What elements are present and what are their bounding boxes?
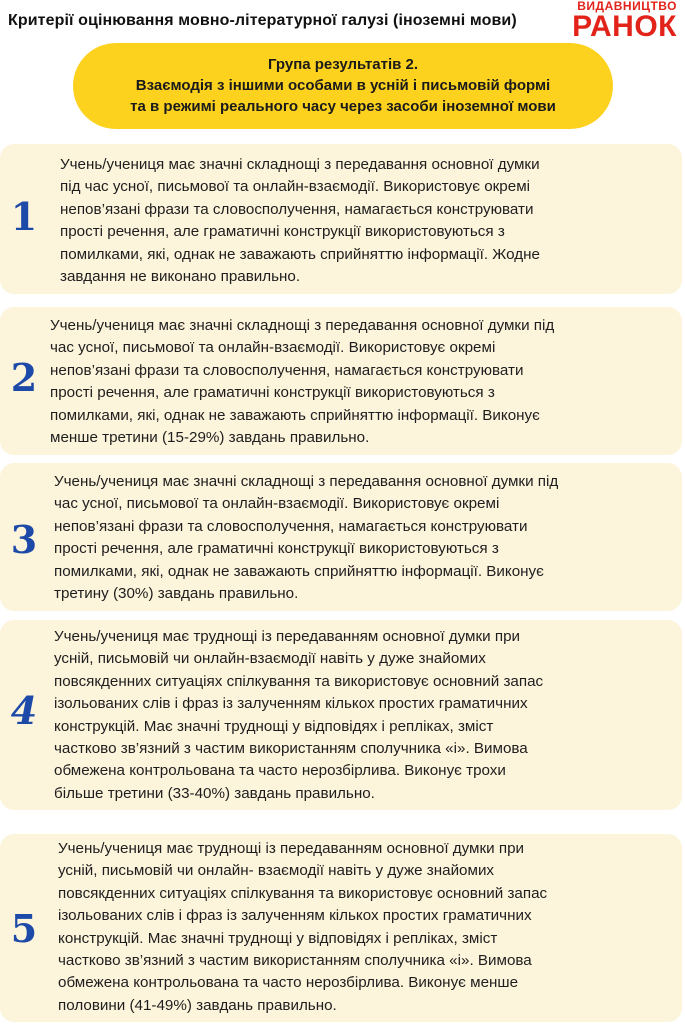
page-title: Критерії оцінювання мовно-літературної галузі (іноземні мови) <box>8 12 517 29</box>
group-heading-line: та в режимі реального часу через засоби іноземної мови <box>130 98 556 115</box>
text-line: непов’язані фрази та словосполучення, намагається конструювати <box>60 200 534 218</box>
group-heading-line: Група результатів 2. <box>267 56 419 73</box>
text-line: непов’язані фрази та словосполучення, намагається конструювати <box>50 361 524 379</box>
text-line: конструкцій. Має значні труднощі у відповідях і репліках, зміст <box>54 717 494 735</box>
text-line: повсякденних ситуаціях спілкування та використовує основний запас <box>58 884 548 902</box>
text-line: прості речення, але граматичні конструкції використовуються з <box>60 223 505 241</box>
criteria-text <box>54 471 558 605</box>
level-number: 2 <box>10 355 38 400</box>
text-line: ізольованих слів і фраз із залученням кількох простих граматичних <box>58 907 532 925</box>
text-line: Учень/учениця має значні складнощі з передавання основної думки <box>60 156 540 173</box>
text-line: завдання не виконано правильно. <box>60 268 301 286</box>
text-line: більше третини (33-40%) завдань правильно. <box>54 784 375 802</box>
text-line: половини (41-49%) завдань правильно. <box>58 996 337 1014</box>
criteria-text <box>50 315 554 449</box>
text-line: повсякденних ситуаціях спілкування та використовує основний запас <box>54 672 544 690</box>
text-line: конструкцій. Має значні труднощі у відповідях і репліках, зміст <box>58 929 498 947</box>
text-line: Учень/учениця має значні складнощі з передавання основної думки під <box>54 473 559 490</box>
text-line: Учень/учениця має труднощі із передаванням основної думки при <box>54 628 520 645</box>
group-heading-line: Взаємодія з іншими особами в усній і письмовій формі <box>135 77 551 94</box>
level-number: 3 <box>10 517 38 562</box>
logo-subtitle: ВИДАВНИЦТВО <box>577 0 677 13</box>
text-line: обмежена контрольована та часто нерозбірлива. Виконує менше <box>58 974 519 992</box>
text-line: прості речення, але граматичні конструкції використовуються з <box>50 384 495 402</box>
text-line: усній, письмовій чи онлайн- взаємодії навіть у дуже знайомих <box>58 862 495 880</box>
criteria-card-3 <box>0 463 682 611</box>
logo-wordmark: РАНОК <box>572 10 677 43</box>
text-line: непов’язані фрази та словосполучення, намагається конструювати <box>54 517 528 535</box>
text-line: час усної, письмової та онлайн-взаємодії. Використовує окремі <box>54 495 500 513</box>
text-line: обмежена контрольована та часто нерозбірлива. Виконує трохи <box>54 762 506 780</box>
publisher-logo <box>572 0 677 41</box>
text-line: під час усної, письмової та онлайн-взаємодії. Використовує окремі <box>60 178 531 196</box>
text-line: частково зв’язний з частим використанням сполучника «і». Вимова <box>54 740 528 758</box>
criteria-card-1 <box>0 144 682 294</box>
text-line: частково зв’язний з частим використанням сполучника «і». Вимова <box>58 952 532 970</box>
criteria-text <box>58 838 547 1017</box>
level-number: 4 <box>10 688 38 733</box>
text-line: Учень/учениця має значні складнощі з передавання основної думки під <box>50 317 555 334</box>
text-line: третину (30%) завдань правильно. <box>54 585 299 603</box>
text-line: Учень/учениця має труднощі із передаванням основної думки при <box>58 840 524 857</box>
text-line: помилками, які, однак не заважають сприйняттю інформації. Жодне <box>60 245 540 263</box>
group-heading <box>73 43 613 129</box>
criteria-card-4 <box>0 620 682 810</box>
text-line: усній, письмовій чи онлайн-взаємодії навіть у дуже знайомих <box>54 650 486 668</box>
level-number: 1 <box>10 194 38 239</box>
level-number: 5 <box>10 906 38 951</box>
text-line: прості речення, але граматичні конструкції використовуються з <box>54 540 499 558</box>
criteria-text <box>54 626 543 805</box>
page-header <box>0 0 685 42</box>
criteria-card-2 <box>0 307 682 455</box>
text-line: ізольованих слів і фраз із залученням кількох простих граматичних <box>54 695 528 713</box>
text-line: час усної, письмової та онлайн-взаємодії. Використовує окремі <box>50 339 496 357</box>
text-line: менше третини (15-29%) завдань правильно. <box>50 429 370 447</box>
criteria-card-5 <box>0 834 682 1022</box>
criteria-text <box>60 154 540 288</box>
text-line: помилками, які, однак не заважають сприйняттю інформації. Виконує <box>54 562 544 580</box>
text-line: помилками, які, однак не заважають сприйняттю інформації. Виконує <box>50 406 540 424</box>
